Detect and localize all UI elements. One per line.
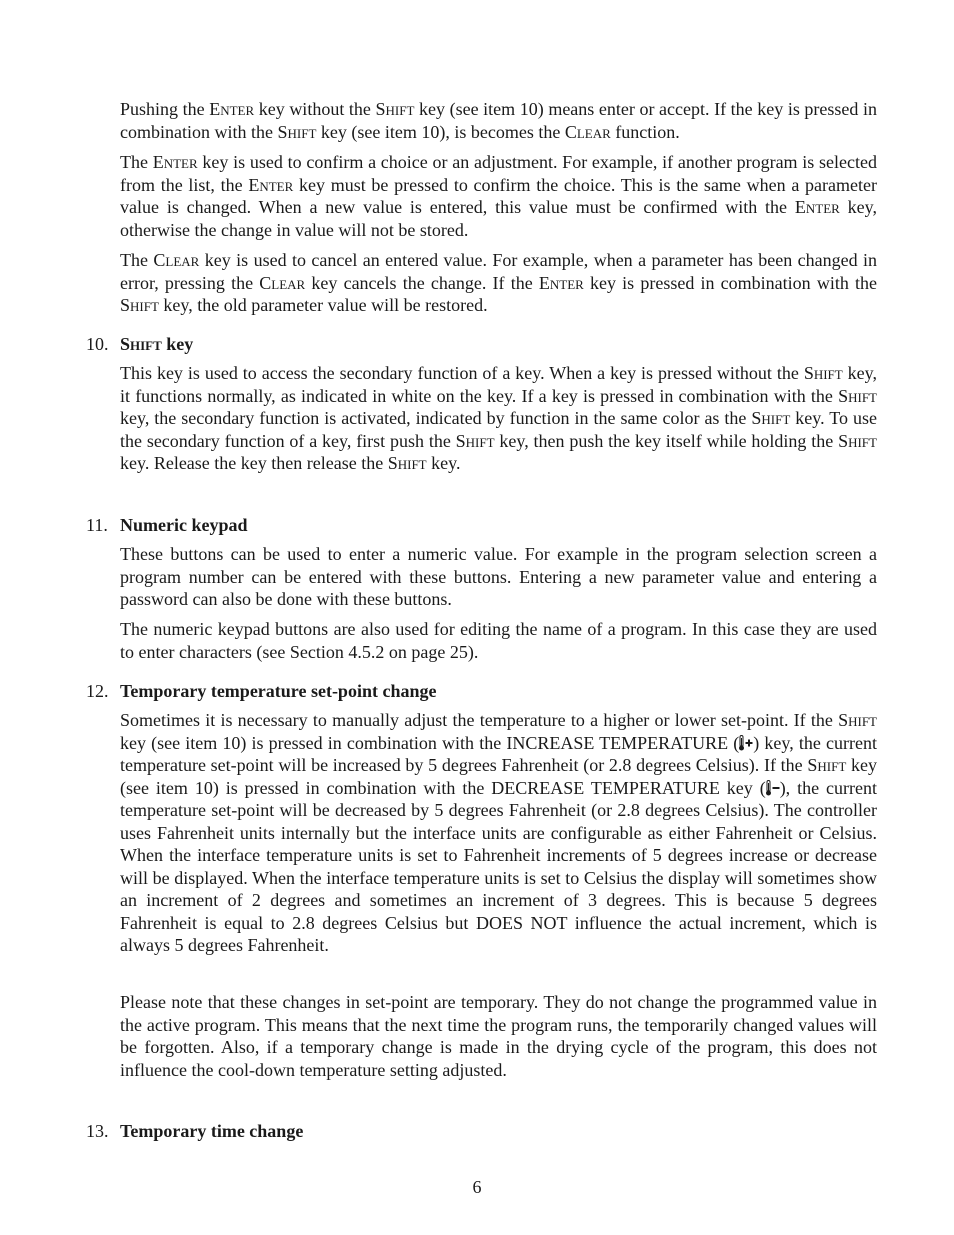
item-11-paragraph-1: These buttons can be used to enter a numeric value. For example in the program selection screen a program number can be entered with these buttons. Entering a new parameter value and entering a password can also be done with these buttons. (120, 544, 877, 609)
item-10-paragraph: This key is used to access the secondary function of a key. When a key is pressed without the Shift key, it functions normally, as indicated in white on the key. If a key is pressed in combination with the Shift key, the secondary function is activated, indicated by function in the same color as the Shift key. To use the secondary function of a key, first push the Shift key, then push the key itself while holding the Shift key. Release the key then release the Shift key. (120, 363, 877, 473)
item-12-paragraph-2: Please note that these changes in set-point are temporary. They do not change the programmed value in the active program. This means that the next time the program runs, the temporarily changed values will be forgotten. Also, if a temporary change is made in the drying cycle of the program, this does not influence the cool-down temperature setting adjusted. (120, 992, 877, 1080)
thermometer-plus-icon (739, 735, 753, 751)
item-10-heading: 10. Shift key (86, 334, 194, 354)
item-11-paragraph-2: The numeric keypad buttons are also used for editing the name of a program. In this case they are used to enter characters (see Section 4.5.2 on page 25). (120, 619, 877, 662)
item-13-heading: 13. Temporary time change (86, 1121, 304, 1141)
enter-key-paragraph-2: The Enter key is used to confirm a choice or an adjustment. For example, if another program is selected from the list, the Enter key must be pressed to confirm the choice. This is the same when a parameter value is changed. When a new value is entered, this value must be confirmed with the Enter key, otherwise the change in value will not be stored. (120, 152, 878, 240)
item-12-heading: 12. Temporary temperature set-point change (86, 681, 437, 701)
thermometer-minus-icon (766, 780, 780, 796)
page-number: 6 (472, 1177, 482, 1197)
item-11-heading: 11. Numeric keypad (86, 515, 248, 535)
enter-key-paragraph-1: Pushing the Enter key without the Shift key (see item 10) means enter or accept. If the key is pressed in combination with the Shift key (see item 10), is becomes the Clear function. (120, 99, 878, 142)
clear-key-paragraph: The Clear key is used to cancel an entered value. For example, when a parameter has been changed in error, pressing the Clear key cancels the change. If the Enter key is pressed in combination with the Shift key, the old parameter value will be restored. (120, 250, 878, 315)
item-12-paragraph-1: Sometimes it is necessary to manually adjust the temperature to a higher or lower set-point. If the Shift key (see item 10) is pressed in combination with the INCREASE TEMPERATURE ( ) key, the current temperature set-point will be increased by 5 degrees Fahrenheit (or 2.8 degrees Celsius). If the Shift key (see item 10) is pressed in combination with the DECREASE TEMPERATURE key ( ), the current temperature set-point will be decreased by 5 degrees Fahrenheit (or 2.8 degrees Celsius). The controller uses Fahrenheit units internally but the interface units are configurable as either Fahrenheit or Celsius. When the interface temperature units is set to Fahrenheit increments of 5 degrees increase or decrease will be displayed. When the interface temperature units is set to Celsius the display will sometimes show an increment of 2 degrees and sometimes an increment of 3 degrees. This is because 5 degrees Fahrenheit is equal to 2.8 degrees Celsius but DOES NOT influence the actual increment, which is always 5 degrees Fahrenheit. (120, 710, 877, 955)
